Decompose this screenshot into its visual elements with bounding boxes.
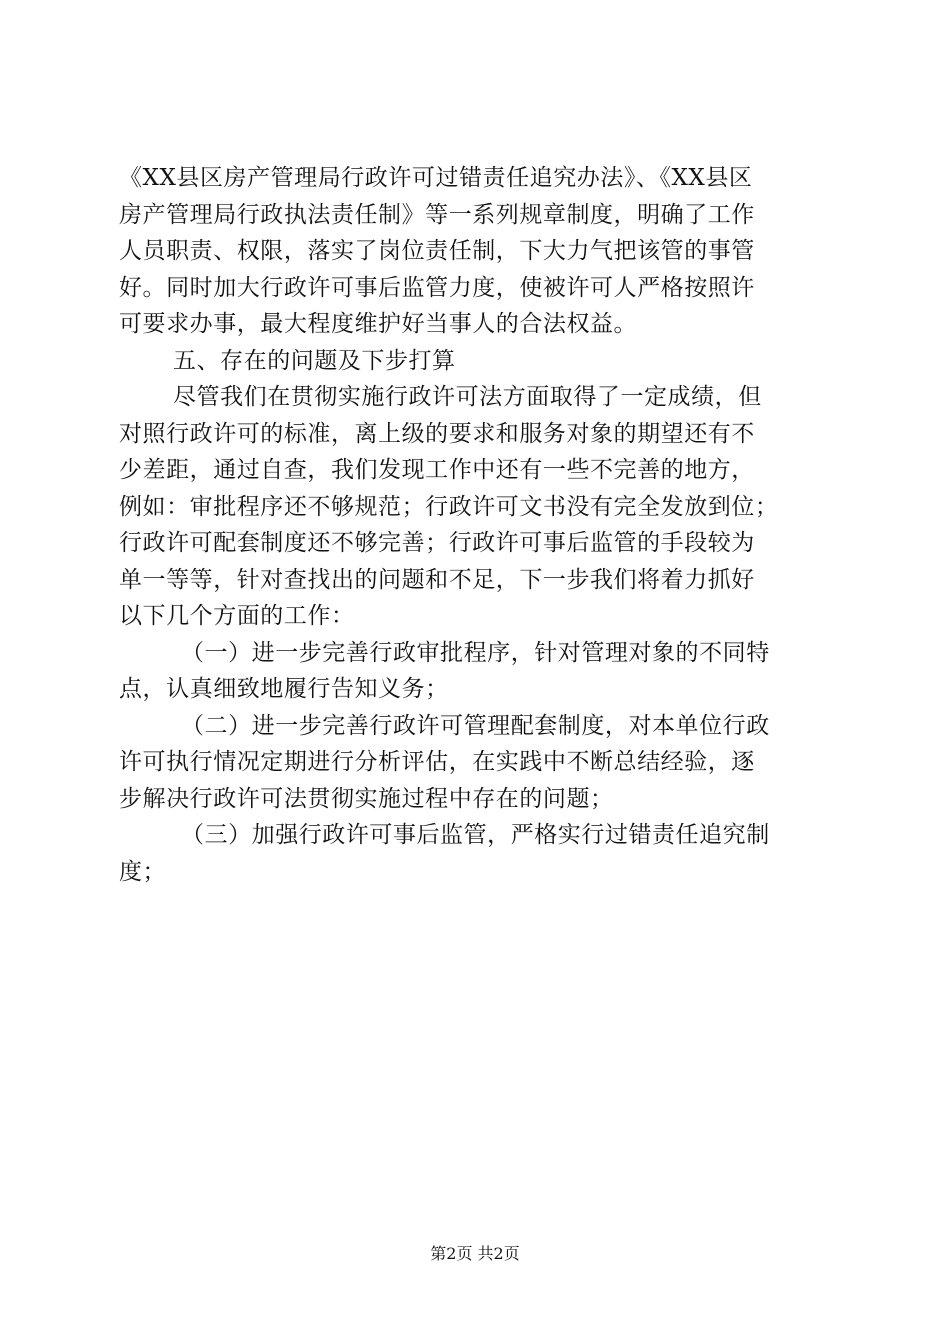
- text-line: 对照行政许可的标准，离上级的要求和服务对象的期望还有不: [119, 420, 755, 447]
- document-body: [119, 160, 839, 890]
- text-line: 以下几个方面的工作：: [119, 603, 355, 629]
- text-line: 度；: [119, 858, 167, 885]
- section-heading: 五、存在的问题及下步打算: [173, 347, 456, 374]
- text-line: 好。同时加大行政许可事后监管力度，使被许可人严格按照许: [119, 274, 755, 301]
- text-line: 点，认真细致地履行告知义务；: [119, 676, 449, 702]
- text-line: 少差距，通过自查，我们发现工作中还有一些不完善的地方，: [119, 457, 755, 483]
- text-line: 步解决行政许可法贯彻实施过程中存在的问题；: [119, 785, 614, 812]
- text-line: 人员职责、权限，落实了岗位责任制，下大力气把该管的事管: [119, 238, 755, 264]
- text-line: 例如：审批程序还不够规范；行政许可文书没有完全发放到位；: [119, 493, 779, 520]
- text-line: 尽管我们在贯彻实施行政许可法方面取得了一定成绩，但: [173, 384, 762, 410]
- list-item-1: （一）进一步完善行政审批程序，针对管理对象的不同特: [181, 639, 770, 666]
- text-line: 《XX县区房产管理局行政许可过错责任追究办法》、《XX县区: [119, 165, 753, 191]
- text-line: 单一等等，针对查找出的问题和不足，下一步我们将着力抓好: [119, 566, 755, 593]
- text-line: 许可执行情况定期进行分析评估，在实践中不断总结经验，逐: [119, 749, 755, 775]
- list-item-3: （三）加强行政许可事后监管，严格实行过错责任追究制: [181, 822, 770, 848]
- text-line: 行政许可配套制度还不够完善；行政许可事后监管的手段较为: [119, 530, 755, 556]
- page-footer: 第2页 共2页: [430, 1244, 520, 1263]
- list-item-2: （二）进一步完善行政许可管理配套制度，对本单位行政: [181, 712, 770, 739]
- text-line: 可要求办事，最大程度维护好当事人的合法权益。: [119, 311, 638, 337]
- text-line: 房产管理局行政执法责任制》等一系列规章制度，明确了工作: [119, 201, 755, 228]
